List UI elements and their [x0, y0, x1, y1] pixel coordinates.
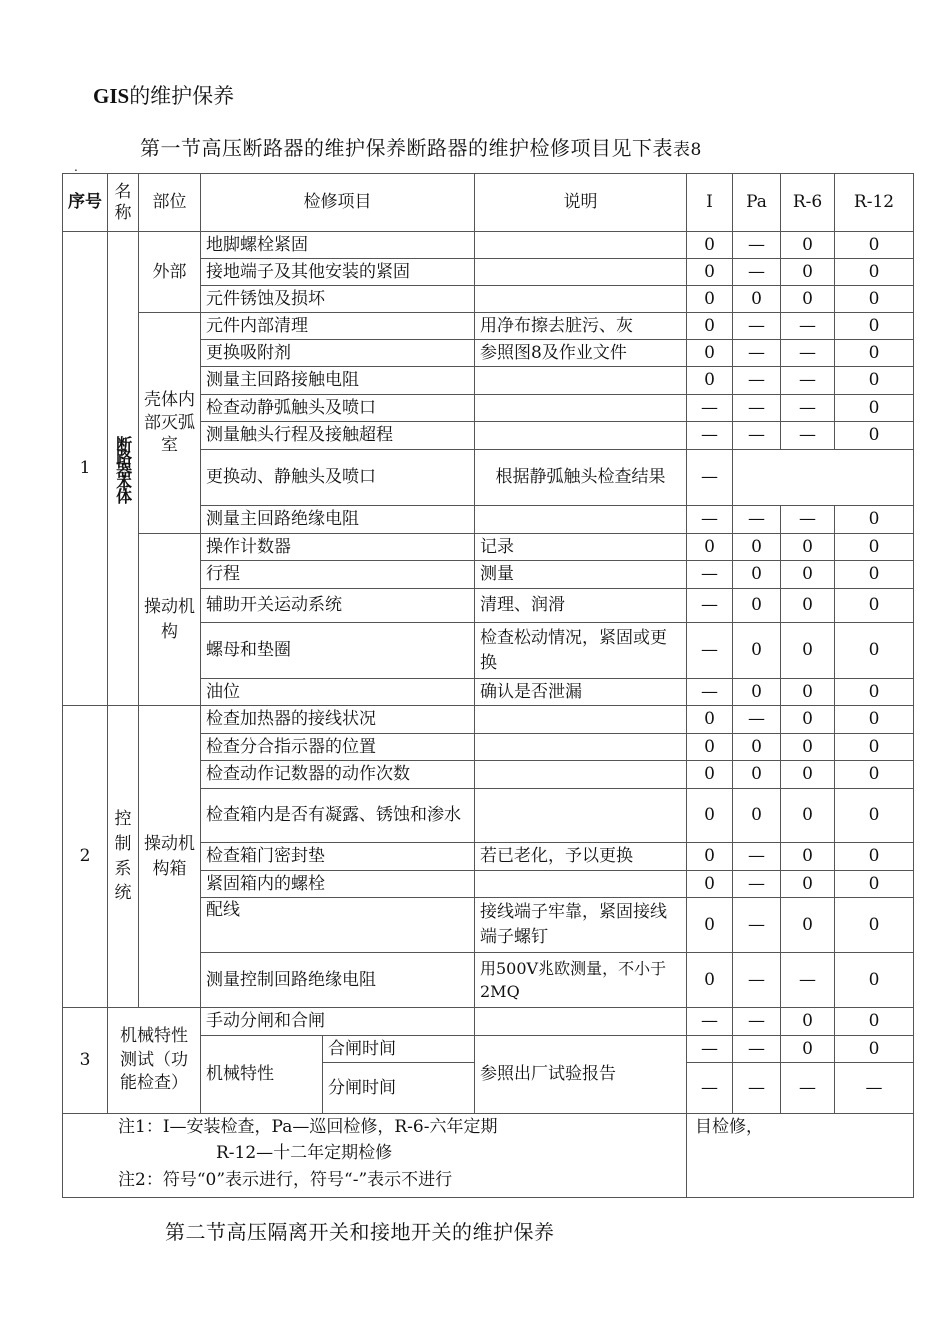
i-cell: 0 — [687, 534, 733, 561]
pa-cell: 0 — [733, 623, 781, 679]
desc-cell: 参照图8及作业文件 — [475, 340, 687, 367]
r12-cell: 0 — [835, 1008, 914, 1036]
pa-cell: — — [733, 506, 781, 534]
desc-cell: 用500V兆欧测量，不小于2MQ — [475, 953, 687, 1008]
desc-cell — [475, 367, 687, 395]
r12-cell: 0 — [835, 623, 914, 679]
i-cell: — — [687, 679, 733, 706]
r6-cell: 0 — [781, 679, 835, 706]
note-1: 注1：I—安装检查，Pa—巡回检修，R-6-六年定期 — [118, 1117, 498, 1137]
desc-cell — [475, 286, 687, 313]
r6-cell: — — [781, 367, 835, 395]
group-seq-2: 2 — [63, 706, 108, 1008]
r12-cell: 0 — [835, 367, 914, 395]
header-item: 检修项目 — [201, 174, 475, 232]
r12-cell: 0 — [835, 422, 914, 450]
item-cell: 接地端子及其他安装的紧固 — [201, 259, 475, 286]
desc-cell — [475, 871, 687, 898]
header-seq: 序号 — [63, 174, 108, 232]
pa-cell: — — [733, 1063, 781, 1114]
item-cell: 测量触头行程及接触超程 — [201, 422, 475, 450]
r6-cell: 0 — [781, 734, 835, 761]
r6-cell: 0 — [781, 871, 835, 898]
pa-cell: 0 — [733, 734, 781, 761]
item-cell: 测量主回路接触电阻 — [201, 367, 475, 395]
group-seq-1: 1 — [63, 232, 108, 706]
desc-cell: 测量 — [475, 561, 687, 589]
desc-cell: 确认是否泄漏 — [475, 679, 687, 706]
r6-cell: 0 — [781, 843, 835, 871]
i-cell: — — [687, 422, 733, 450]
part-outer: 外部 — [139, 232, 201, 313]
r6-cell: 0 — [781, 232, 835, 259]
pa-cell: — — [733, 340, 781, 367]
desc-cell — [475, 1008, 687, 1036]
i-cell: — — [687, 623, 733, 679]
table-row — [63, 534, 914, 561]
part-mech-char: 机械特性 — [201, 1036, 323, 1114]
r12-cell: 0 — [835, 395, 914, 422]
i-cell: 0 — [687, 259, 733, 286]
desc-cell — [475, 422, 687, 450]
item-cell: 检查箱门密封垫 — [201, 843, 475, 871]
r6-cell: 0 — [781, 706, 835, 734]
pa-cell: 0 — [733, 286, 781, 313]
i-cell: 0 — [687, 898, 733, 953]
pa-cell: 0 — [733, 761, 781, 789]
r12-cell: 0 — [835, 843, 914, 871]
desc-cell — [475, 395, 687, 422]
item-cell: 辅助开关运动系统 — [201, 589, 475, 623]
r12-cell: 0 — [835, 898, 914, 953]
r6-cell: — — [781, 313, 835, 340]
r12-cell: — — [835, 1063, 914, 1114]
table-header-row — [63, 174, 914, 232]
note-2: 注2：符号“0”表示进行，符号“-”表示不进行 — [118, 1169, 453, 1190]
i-cell: — — [687, 589, 733, 623]
pa-cell: 0 — [733, 534, 781, 561]
item-cell: 元件内部清理 — [201, 313, 475, 340]
pa-cell: 0 — [733, 589, 781, 623]
pa-cell: 0 — [733, 561, 781, 589]
r12-cell: 0 — [835, 761, 914, 789]
item-cell: 元件锈蚀及损坏 — [201, 286, 475, 313]
desc-cell: 根据静弧触头检查结果 — [475, 450, 687, 506]
r6-cell: — — [781, 1063, 835, 1114]
pa-cell: — — [733, 259, 781, 286]
part-box: 操动机构箱 — [139, 706, 201, 1008]
r12-cell: 0 — [835, 561, 914, 589]
document-title: GIS的维护保养 — [93, 84, 235, 108]
part-mech: 操动机构 — [139, 534, 201, 706]
maintenance-table — [62, 173, 914, 1198]
i-cell: — — [687, 506, 733, 534]
r6-cell: 0 — [781, 1008, 835, 1036]
i-cell: — — [687, 1036, 733, 1063]
pa-cell: — — [733, 1036, 781, 1063]
desc-cell — [475, 789, 687, 843]
r12-cell: 0 — [835, 706, 914, 734]
i-cell: 0 — [687, 761, 733, 789]
stray-mark: . — [74, 160, 78, 174]
r6-cell: 0 — [781, 1036, 835, 1063]
r6-cell: 0 — [781, 286, 835, 313]
r12-cell: 0 — [835, 679, 914, 706]
r6-cell: 0 — [781, 898, 835, 953]
r6-cell: — — [781, 422, 835, 450]
header-desc: 说明 — [475, 174, 687, 232]
item-cell: 检查分合指示器的位置 — [201, 734, 475, 761]
i-cell: — — [687, 561, 733, 589]
i-cell: 0 — [687, 843, 733, 871]
item-cell: 手动分闸和合闸 — [201, 1008, 475, 1036]
desc-cell — [475, 232, 687, 259]
i-cell: 0 — [687, 313, 733, 340]
part-shell: 壳体内部灭弧室 — [139, 313, 201, 534]
item-cell: 检查箱内是否有凝露、锈蚀和渗水 — [201, 789, 475, 843]
r6-cell: 0 — [781, 259, 835, 286]
pa-cell: — — [733, 871, 781, 898]
r12-cell: 0 — [835, 232, 914, 259]
notes-cell — [63, 1114, 687, 1198]
desc-cell — [475, 761, 687, 789]
desc-cell — [475, 706, 687, 734]
pa-cell: — — [733, 232, 781, 259]
item-cell: 地脚螺栓紧固 — [201, 232, 475, 259]
notes-row — [63, 1114, 914, 1198]
table-row — [63, 232, 914, 259]
i-cell: 0 — [687, 789, 733, 843]
r6-cell: 0 — [781, 589, 835, 623]
i-cell: — — [687, 395, 733, 422]
r12-cell: 0 — [835, 286, 914, 313]
blank-cell — [733, 450, 914, 506]
i-cell: 0 — [687, 706, 733, 734]
table-row — [63, 706, 914, 734]
item-cell: 检查动作记数器的动作次数 — [201, 761, 475, 789]
pa-cell: — — [733, 313, 781, 340]
i-cell: 0 — [687, 286, 733, 313]
i-cell: — — [687, 1008, 733, 1036]
r12-cell: 0 — [835, 589, 914, 623]
header-i: I — [687, 174, 733, 232]
table-row — [63, 1008, 914, 1036]
r6-cell: — — [781, 953, 835, 1008]
i-cell: 0 — [687, 232, 733, 259]
r12-cell: 0 — [835, 259, 914, 286]
header-name: 名称 — [108, 174, 139, 232]
r6-cell: 0 — [781, 561, 835, 589]
item-cell: 油位 — [201, 679, 475, 706]
r6-cell: — — [781, 506, 835, 534]
pa-cell: — — [733, 422, 781, 450]
item-cell: 行程 — [201, 561, 475, 589]
header-r6: R-6 — [781, 174, 835, 232]
i-cell: 0 — [687, 340, 733, 367]
group-name-1: 断路器本体 — [108, 232, 139, 706]
i-cell: 0 — [687, 871, 733, 898]
pa-cell: — — [733, 367, 781, 395]
r12-cell: 0 — [835, 534, 914, 561]
header-r12: R-12 — [835, 174, 914, 232]
item-cell: 检查动静弧触头及喷口 — [201, 395, 475, 422]
pa-cell: — — [733, 843, 781, 871]
pa-cell: 0 — [733, 789, 781, 843]
i-cell: 0 — [687, 953, 733, 1008]
r6-cell: 0 — [781, 789, 835, 843]
item-cell: 配线 — [201, 898, 475, 953]
item-cell: 更换吸附剂 — [201, 340, 475, 367]
pa-cell: — — [733, 953, 781, 1008]
i-cell: — — [687, 450, 733, 506]
table-row — [63, 313, 914, 340]
desc-cell: 参照出厂试验报告 — [475, 1036, 687, 1114]
pa-cell: — — [733, 706, 781, 734]
r12-cell: 0 — [835, 953, 914, 1008]
r6-cell: — — [781, 340, 835, 367]
r12-cell: 0 — [835, 1036, 914, 1063]
r6-cell: — — [781, 395, 835, 422]
r6-cell: 0 — [781, 761, 835, 789]
header-part: 部位 — [139, 174, 201, 232]
pa-cell: — — [733, 898, 781, 953]
group-name-2: 控制系统 — [108, 706, 139, 1008]
desc-cell: 检查松动情况，紧固或更换 — [475, 623, 687, 679]
item-cell: 螺母和垫圈 — [201, 623, 475, 679]
desc-cell: 清理、润滑 — [475, 589, 687, 623]
item-cell: 检查加热器的接线状况 — [201, 706, 475, 734]
r12-cell: 0 — [835, 506, 914, 534]
r12-cell: 0 — [835, 340, 914, 367]
notes-right: 目检修， — [687, 1114, 914, 1198]
r12-cell: 0 — [835, 871, 914, 898]
item-cell: 紧固箱内的螺栓 — [201, 871, 475, 898]
header-pa: Pa — [733, 174, 781, 232]
r12-cell: 0 — [835, 313, 914, 340]
desc-cell — [475, 506, 687, 534]
r12-cell: 0 — [835, 734, 914, 761]
group-name-3: 机械特性测试（功能检查） — [108, 1008, 201, 1114]
item-cell: 操作计数器 — [201, 534, 475, 561]
item-cell: 更换动、静触头及喷口 — [201, 450, 475, 506]
i-cell: 0 — [687, 734, 733, 761]
desc-cell: 接线端子牢靠，紧固接线端子螺钉 — [475, 898, 687, 953]
group-seq-3: 3 — [63, 1008, 108, 1114]
item-cell: 测量控制回路绝缘电阻 — [201, 953, 475, 1008]
i-cell: — — [687, 1063, 733, 1114]
i-cell: 0 — [687, 367, 733, 395]
pa-cell: — — [733, 1008, 781, 1036]
desc-cell — [475, 259, 687, 286]
section-heading-1: 第一节高压断路器的维护保养断路器的维护检修项目见下表表8 — [140, 136, 702, 160]
note-1-cont: R-12—十二年定期检修 — [216, 1143, 393, 1164]
pa-cell: 0 — [733, 679, 781, 706]
r12-cell: 0 — [835, 789, 914, 843]
pa-cell: — — [733, 395, 781, 422]
r6-cell: 0 — [781, 534, 835, 561]
desc-cell: 用净布擦去脏污、灰 — [475, 313, 687, 340]
desc-cell: 记录 — [475, 534, 687, 561]
item-cell: 分闸时间 — [323, 1063, 475, 1114]
r6-cell: 0 — [781, 623, 835, 679]
item-cell: 合闸时间 — [323, 1036, 475, 1063]
desc-cell — [475, 734, 687, 761]
item-cell: 测量主回路绝缘电阻 — [201, 506, 475, 534]
desc-cell: 若已老化，予以更换 — [475, 843, 687, 871]
section-heading-2: 第二节高压隔离开关和接地开关的维护保养 — [165, 1220, 555, 1244]
